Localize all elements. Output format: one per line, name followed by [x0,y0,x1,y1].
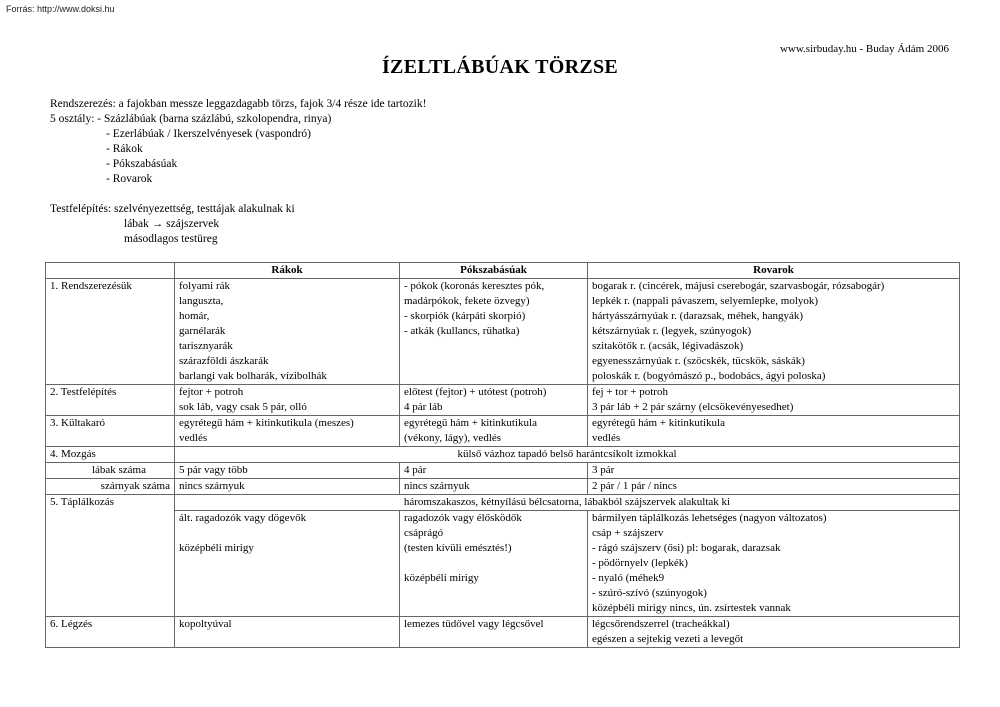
cell-line: ragadozók vagy élősködők [404,512,522,524]
cell-rovar [588,385,960,416]
cell-line: - szúró-szívó (szúnyogok) [592,587,707,599]
cell-rakok [175,279,400,385]
cell-line: kétszárnyúak r. (legyek, szúnyogok) [592,325,752,337]
class-item: - Rovarok [106,173,153,185]
cell-line: csáp + szájszerv [592,527,664,539]
cell-line: középbéli mirigy [179,542,254,554]
cell-pok [400,511,588,617]
cell-pok [400,416,588,447]
cell-pok [400,385,588,416]
cell-line: sok láb, vagy csak 5 pár, olló [179,401,307,413]
cell-line: - rágó szájszerv (ősi) pl: bogarak, darazsak [592,542,781,554]
cell-line: előtest (fejtor) + utótest (potroh) [404,386,547,398]
table-row [46,617,960,648]
table-row [46,511,960,617]
row-label: 2. Testfelépítés [46,385,175,416]
common-cell: háromszakaszos, kétnyílású bélcsatorna, lábakból szájszervek alakultak ki [175,495,960,511]
row-label: 5. Táplálkozás [46,495,175,617]
comparison-table [45,262,960,648]
table-row [46,416,960,447]
cell-line: - pödörnyelv (lepkék) [592,557,688,569]
cell-line: légcsőrendszerrel (tracheákkal) [592,618,730,630]
row-label: 4. Mozgás [46,447,175,463]
intro-line: Rendszerezés: a fajokban messze leggazdagabb törzs, fajok 3/4 része ide tartozik! [50,98,427,110]
cell-line: tarisznyarák [179,340,233,352]
header-cell: Rovarok [588,263,960,279]
header-cell: Rákok [175,263,400,279]
cell-rovar [588,279,960,385]
cell-line: lepkék r. (nappali pávaszem, selyemlepke, molyok) [592,295,819,307]
cell-line: - nyaló (méhek9 [592,572,665,584]
cell-rovar [588,617,960,648]
cell-rakok [175,617,400,648]
cell-line: fej + tor + potroh [592,386,668,398]
cell-line: csáprágó [404,527,444,539]
cell-rakok: nincs szárnyuk [175,479,400,495]
cell-line: barlangi vak bolharák, vízibolhák [179,370,327,382]
site-credit: www.sirbuday.hu - Buday Ádám 2006 [779,43,949,55]
table-header-row [46,263,960,279]
cell-pok [400,617,588,648]
cell-rovar: 3 pár [588,463,960,479]
cell-line: egyrétegű hám + kitinkutikula (meszes) [179,417,354,429]
cell-line: lemezes tüdővel vagy légcsővel [404,618,544,630]
cell-line: (vékony, lágy), vedlés [404,432,502,444]
cell-line: 3 pár láb + 2 pár szárny (elcsökevényesedhet) [592,401,794,413]
cell-line: egyrétegű hám + kitinkutikula [404,417,537,429]
table-row [46,385,960,416]
cell-line: vedlés [179,432,208,444]
cell-line: 4 pár láb [404,401,443,413]
row-label: 1. Rendszerezésük [46,279,175,385]
cell-line: - pókok (koronás keresztes pók, [404,280,545,292]
row-label: 3. Kültakaró [46,416,175,447]
class-item: - Ezerlábúak / Ikerszelvényesek (vaspondró) [106,128,311,140]
cell-line: egyenesszárnyúak r. (szöcskék, tücskök, sáskák) [592,355,805,367]
cell-line: - skorpiók (kárpáti skorpió) [404,310,526,322]
row-label: 6. Légzés [46,617,175,648]
intro-line: 5 osztály: - Százlábúak (barna százlábú, szkolopendra, rinya) [50,113,332,125]
cell-line: poloskák r. (bogyómászó p., bodobács, ágyi poloska) [592,370,826,382]
header-cell: Pókszabásúak [400,263,588,279]
cell-rovar: 2 pár / 1 pár / nincs [588,479,960,495]
table-row [46,479,960,495]
cell-rovar [588,511,960,617]
class-item: - Pókszabásúak [106,158,178,170]
sub-label-legs: lábak száma [46,463,175,479]
cell-pok: 4 pár [400,463,588,479]
cell-rakok: 5 pár vagy több [175,463,400,479]
cell-pok [400,279,588,385]
sub-label-wings: szárnyak száma [46,479,175,495]
cell-rovar [588,416,960,447]
cell-line: hártyásszárnyúak r. (darazsak, méhek, hangyák) [592,310,804,322]
cell-line: homár, [179,310,210,322]
cell-line: kopoltyúval [179,618,232,630]
cell-line: középbéli mirigy nincs, ún. zsírtestek vannak [592,602,791,614]
body-structure-item: másodlagos testüreg [124,233,218,245]
cell-line: ált. ragadozók vagy dögevők [179,512,307,524]
header-cell [46,263,175,279]
intro-block [50,97,426,247]
cell-line: egészen a sejtekig vezeti a levegőt [592,633,744,645]
class-item: - Rákok [106,143,143,155]
cell-rakok [175,511,400,617]
cell-line: szitakötők r. (acsák, légivadászok) [592,340,744,352]
cell-line: szárazföldi ászkarák [179,355,269,367]
cell-line: bogarak r. (cincérek, májusi cserebogár, szarvasbogár, rózsabogár) [592,280,885,292]
table-row [46,279,960,385]
cell-line: folyami rák [179,280,231,292]
cell-pok: nincs szárnyuk [400,479,588,495]
cell-line: languszta, [179,295,224,307]
table-row [46,495,960,511]
cell-line: középbéli mirigy [404,572,479,584]
cell-rakok [175,416,400,447]
common-cell: külső vázhoz tapadó belső harántcsíkolt izmokkal [175,447,960,463]
cell-line: vedlés [592,432,621,444]
cell-line: bármilyen táplálkozás lehetséges (nagyon változatos) [592,512,827,524]
cell-line: madárpókok, fekete özvegy) [404,295,530,307]
cell-line [179,526,395,541]
table-row [46,447,960,463]
table-row [46,463,960,479]
cell-line [404,556,583,571]
cell-line: egyrétegű hám + kitinkutikula [592,417,725,429]
cell-line: fejtor + potroh [179,386,244,398]
source-note: Forrás: http://www.doksi.hu [6,4,115,14]
cell-line: - atkák (kullancs, rühatka) [404,325,520,337]
page-title: ÍZELTLÁBÚAK TÖRZSE [381,56,619,78]
body-structure-item: lábak → szájszervek [124,218,220,230]
body-structure-label: Testfelépítés: szelvényezettség, testtájak alakulnak ki [50,203,295,215]
cell-line: (testen kívüli emésztés!) [404,542,512,554]
cell-line: garnélarák [179,325,226,337]
cell-rakok [175,385,400,416]
